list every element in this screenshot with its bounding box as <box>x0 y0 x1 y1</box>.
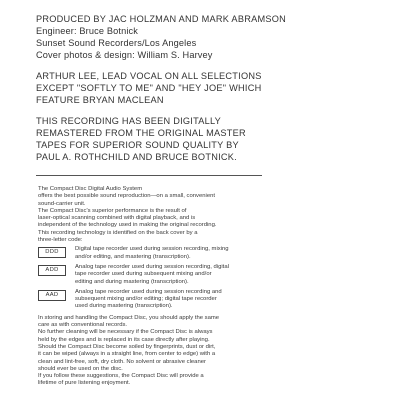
divider-rule <box>36 175 262 176</box>
care-line: If you follow these suggestions, the Compact Disc will provide a <box>38 373 204 380</box>
care-line: care as with conventional records. <box>38 322 128 329</box>
notice-line: The Compact Disc Digital Audio System <box>38 186 143 192</box>
notice-line: sound-carrier unit. <box>38 200 86 207</box>
credits-section <box>36 13 396 163</box>
notice-line: This recording technology is identified on the back cover by a <box>38 229 198 236</box>
code-description-line: tape recorder used during subsequent mixing and/or <box>75 271 212 278</box>
care-line: should ever be used on the disc. <box>38 365 123 372</box>
compact-disc-notice <box>38 186 378 388</box>
producer-credit: PRODUCED BY JAC HOLZMAN AND MARK ABRAMSON <box>36 14 287 24</box>
care-line: No further cleaning will be necessary if the Compact Disc is always <box>38 329 213 336</box>
remaster-note-line: PAUL A. ROTHCHILD AND BRUCE BOTNICK. <box>36 152 237 162</box>
care-line: Should the Compact Disc become soiled by fingerprints, dust or dirt, <box>38 343 216 350</box>
code-description-line: subsequent mixing and/or editing; digital tape recorder <box>75 296 217 303</box>
notice-line: offers the best possible sound reproduction—on a small, convenient <box>38 193 216 200</box>
notice-line: three-letter code: <box>38 237 83 244</box>
code-description-line: and/or editing, and mastering (transcription). <box>75 253 191 260</box>
code-entry-ddd <box>38 246 378 261</box>
code-description-line: Digital tape recorder used during session recording, mixing <box>75 246 229 253</box>
care-line: lifetime of pure listening enjoyment. <box>38 380 131 387</box>
code-description-line: Analog tape recorder used during session recording, digital <box>75 263 229 270</box>
vocal-note-line: EXCEPT "SOFTLY TO ME" AND "HEY JOE" WHICH <box>36 83 262 93</box>
code-badge: AAD <box>38 290 66 301</box>
notice-line: independent of the technology used in making the original recording. <box>38 222 217 229</box>
care-line: In storing and handling the Compact Disc, you should apply the same <box>38 314 220 321</box>
studio-credit: Sunset Sound Recorders/Los Angeles <box>36 38 197 48</box>
care-line: it can be wiped (always in a straight line, from center to edge) with a <box>38 351 216 358</box>
cover-credit: Cover photos & design: William S. Harvey <box>36 50 213 60</box>
code-entry-aad <box>38 289 378 311</box>
remaster-note-line: TAPES FOR SUPERIOR SOUND QUALITY BY <box>36 140 239 150</box>
care-line: held by the edges and is replaced in its case directly after playing. <box>38 336 210 343</box>
code-description-line: used during mastering (transcription). <box>75 303 173 310</box>
notice-line: The Compact Disc's superior performance is the result of <box>38 207 187 214</box>
care-line: clean and lint-free, soft, dry cloth. No solvent or abrasive cleaner <box>38 358 206 365</box>
care-instructions <box>38 315 378 388</box>
remaster-note-line: THIS RECORDING HAS BEEN DIGITALLY <box>36 116 222 126</box>
code-badge: DDD <box>38 247 66 258</box>
notice-line: laser-optical scanning combined with digital playback, and is <box>38 215 196 222</box>
code-entry-add <box>38 264 378 286</box>
remaster-note-line: REMASTERED FROM THE ORIGINAL MASTER <box>36 128 246 138</box>
code-description-line: editing and during mastering (transcription). <box>75 278 189 285</box>
vocal-note-line: ARTHUR LEE, LEAD VOCAL ON ALL SELECTIONS <box>36 71 262 81</box>
code-badge: ADD <box>38 265 66 276</box>
code-description-line: Analog tape recorder used during session recording and <box>75 288 222 295</box>
engineer-credit: Engineer: Bruce Botnick <box>36 26 139 36</box>
vocal-note-line: FEATURE BRYAN MACLEAN <box>36 95 164 105</box>
